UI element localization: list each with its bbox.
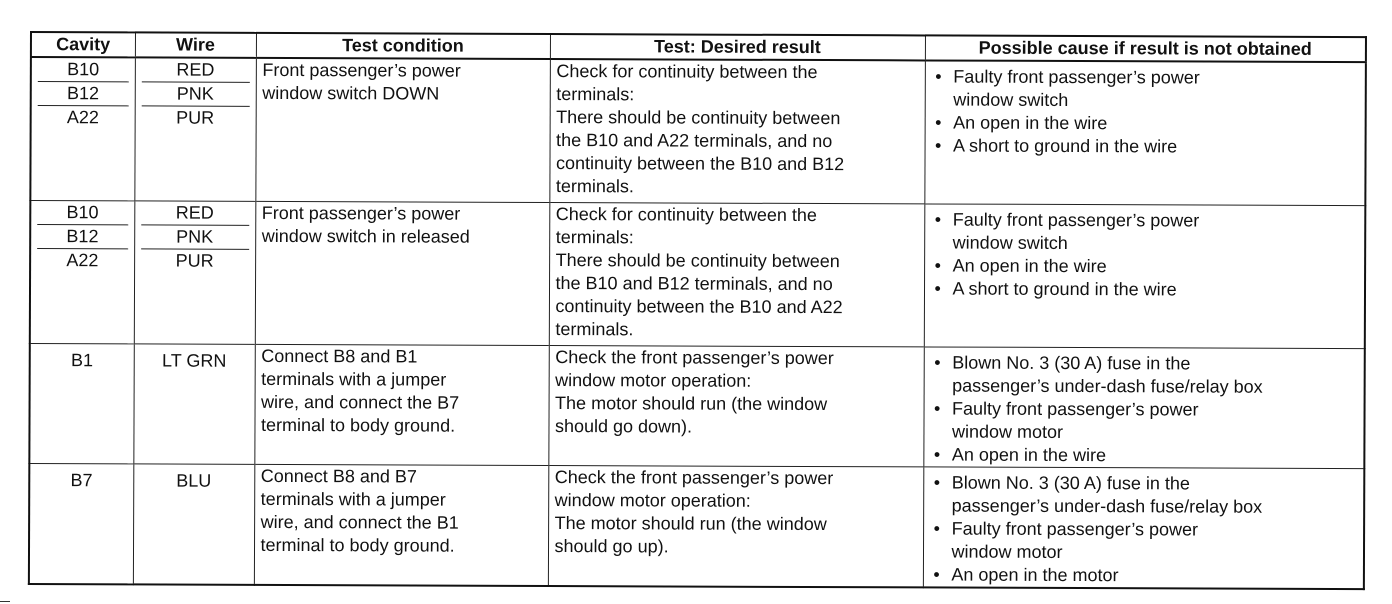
possible-cause-list: [931, 61, 1359, 159]
cavity-id: B10: [38, 58, 129, 82]
wire-color: BLU: [176, 470, 212, 491]
possible-cause-line: Faulty front passenger’s power: [951, 518, 1199, 539]
possible-cause-item: [931, 111, 1359, 136]
desired-result-cell: [549, 202, 925, 346]
header-wire: Wire: [135, 32, 256, 57]
test-condition-cell: [254, 344, 548, 465]
desired-result-line: There should be continuity between: [555, 249, 840, 271]
possible-cause-item: [931, 65, 1359, 113]
possible-cause-cell: [923, 346, 1364, 468]
possible-cause-item: [929, 563, 1357, 588]
test-condition-line: wire, and connect the B1: [260, 511, 459, 533]
wire-color: RED: [141, 201, 249, 225]
desired-result-line: window motor operation:: [555, 369, 752, 391]
wire-cell: [134, 200, 256, 343]
desired-result-line: Check for continuity between the: [555, 203, 817, 225]
possible-cause-item: [930, 397, 1358, 445]
desired-result-line: Check the front passenger’s power: [555, 346, 834, 368]
desired-result-line: The motor should run (the window: [555, 392, 828, 414]
cavity-id: B1: [70, 349, 94, 370]
cavity-id: A22: [66, 107, 99, 128]
table-body: [29, 57, 1366, 589]
possible-cause-line: An open in the wire: [953, 112, 1108, 134]
table-row: [30, 200, 1366, 348]
wire-color: PNK: [141, 82, 249, 106]
desired-result-line: continuity between the B10 and B12: [555, 153, 845, 175]
test-condition-line: Front passenger’s power: [262, 59, 461, 81]
header-desired-result: Test: Desired result: [550, 34, 925, 60]
possible-cause-item: [931, 254, 1359, 279]
test-condition-cell: [255, 201, 550, 345]
possible-cause-item: [930, 443, 1358, 468]
wire-cell: [134, 57, 256, 200]
cavity-cell: [29, 343, 133, 463]
test-condition-line: Connect B8 and B1: [261, 345, 418, 366]
bullet-glyph: •: [935, 66, 942, 87]
possible-cause-line: window switch: [952, 232, 1068, 253]
header-cavity: Cavity: [31, 32, 135, 57]
desired-result-line: should go up).: [554, 535, 669, 556]
possible-cause-line: window motor: [951, 541, 1063, 562]
possible-cause-list: [930, 347, 1358, 468]
bullet-glyph: •: [933, 471, 941, 492]
bullet-glyph: •: [935, 112, 942, 133]
diagnostic-table-frame: [28, 31, 1365, 585]
bullet-glyph: •: [934, 351, 941, 372]
possible-cause-line: Faulty front passenger’s power: [952, 209, 1200, 230]
possible-cause-item: [931, 208, 1359, 256]
desired-result-line: terminals:: [556, 84, 635, 105]
possible-cause-cell: [924, 203, 1366, 348]
desired-result-line: There should be continuity between: [556, 107, 841, 129]
possible-cause-item: [930, 351, 1358, 399]
possible-cause-line: An open in the wire: [952, 255, 1107, 276]
possible-cause-line: window motor: [951, 421, 1064, 442]
header-test-condition: Test condition: [256, 33, 550, 59]
header-possible-cause: Possible cause if result is not obtained: [925, 35, 1366, 62]
bullet-glyph: •: [934, 254, 941, 275]
desired-result-cell: [549, 59, 925, 203]
wire-color: LT GRN: [162, 350, 227, 371]
test-condition-cell: [255, 58, 550, 202]
possible-cause-item: [931, 134, 1359, 159]
cavity-cell: [29, 463, 133, 584]
table-row: [30, 57, 1366, 205]
cavity-cell: [30, 200, 135, 343]
bullet-glyph: •: [934, 277, 941, 298]
bullet-glyph: •: [933, 443, 941, 464]
desired-result-cell: [548, 465, 923, 587]
possible-cause-line: Blown No. 3 (30 A) fuse in the: [952, 352, 1191, 373]
cavity-id: B12: [38, 82, 129, 106]
bullet-glyph: •: [933, 563, 940, 584]
possible-cause-line: Blown No. 3 (30 A) fuse in the: [951, 472, 1190, 493]
desired-result-line: the B10 and B12 terminals, and no: [555, 272, 833, 294]
wire-color: PUR: [175, 250, 214, 271]
wire-color: RED: [141, 58, 249, 82]
possible-cause-line: Faulty front passenger’s power: [952, 398, 1199, 419]
wire-test-table: [28, 31, 1367, 590]
wire-color: PUR: [176, 107, 215, 128]
desired-result-line: The motor should run (the window: [554, 512, 827, 534]
cavity-id: B12: [37, 225, 128, 249]
test-condition-line: terminal to body ground.: [260, 534, 455, 556]
possible-cause-line: An open in the wire: [951, 444, 1107, 465]
bullet-glyph: •: [934, 208, 942, 229]
possible-cause-list: [929, 467, 1357, 588]
desired-result-line: should go down).: [554, 415, 693, 437]
test-condition-line: terminals with a jumper: [261, 368, 447, 390]
possible-cause-cell: [924, 60, 1366, 205]
cavity-cell: [30, 57, 135, 200]
test-condition-cell: [254, 464, 548, 586]
desired-result-line: terminals.: [555, 318, 634, 339]
wire-cell: [133, 463, 254, 584]
desired-result-line: Check the front passenger’s power: [554, 466, 834, 488]
possible-cause-item: [929, 517, 1357, 565]
possible-cause-line: A short to ground in the wire: [953, 135, 1178, 157]
test-condition-line: Front passenger’s power: [261, 202, 461, 224]
test-condition-line: window switch DOWN: [262, 82, 440, 104]
desired-result-cell: [548, 345, 923, 466]
desired-result-line: terminals.: [555, 176, 634, 197]
cavity-id: B10: [37, 201, 128, 225]
possible-cause-cell: [923, 466, 1364, 589]
test-condition-line: window switch in released: [261, 225, 470, 247]
possible-cause-line: An open in the motor: [951, 564, 1119, 585]
corner-mark: [0, 601, 10, 602]
possible-cause-line: passenger’s under-dash fuse/relay box: [952, 375, 1263, 397]
table-row: [29, 343, 1364, 468]
possible-cause-item: [930, 277, 1358, 302]
possible-cause-list: [930, 204, 1358, 302]
desired-result-line: continuity between the B10 and A22: [555, 295, 843, 317]
desired-result-line: Check for continuity between the: [556, 61, 818, 83]
desired-result-line: terminals:: [555, 226, 634, 247]
table-row: [29, 463, 1364, 589]
test-condition-line: wire, and connect the B7: [261, 391, 460, 413]
wire-cell: [133, 343, 254, 463]
test-condition-line: terminals with a jumper: [260, 488, 446, 510]
possible-cause-line: window switch: [953, 89, 1069, 110]
desired-result-line: window motor operation:: [554, 489, 751, 511]
bullet-glyph: •: [934, 397, 941, 418]
possible-cause-line: passenger’s under-dash fuse/relay box: [951, 495, 1263, 517]
possible-cause-line: Faulty front passenger’s power: [953, 66, 1200, 88]
wire-color: PNK: [141, 225, 249, 249]
desired-result-line: the B10 and A22 terminals, and no: [556, 130, 833, 152]
test-condition-line: terminal to body ground.: [260, 414, 456, 436]
bullet-glyph: •: [935, 135, 942, 156]
cavity-id: B7: [70, 469, 93, 490]
test-condition-line: Connect B8 and B7: [260, 465, 417, 486]
bullet-glyph: •: [933, 517, 940, 538]
possible-cause-line: A short to ground in the wire: [952, 278, 1177, 299]
possible-cause-item: [930, 471, 1358, 519]
cavity-id: A22: [66, 249, 99, 270]
